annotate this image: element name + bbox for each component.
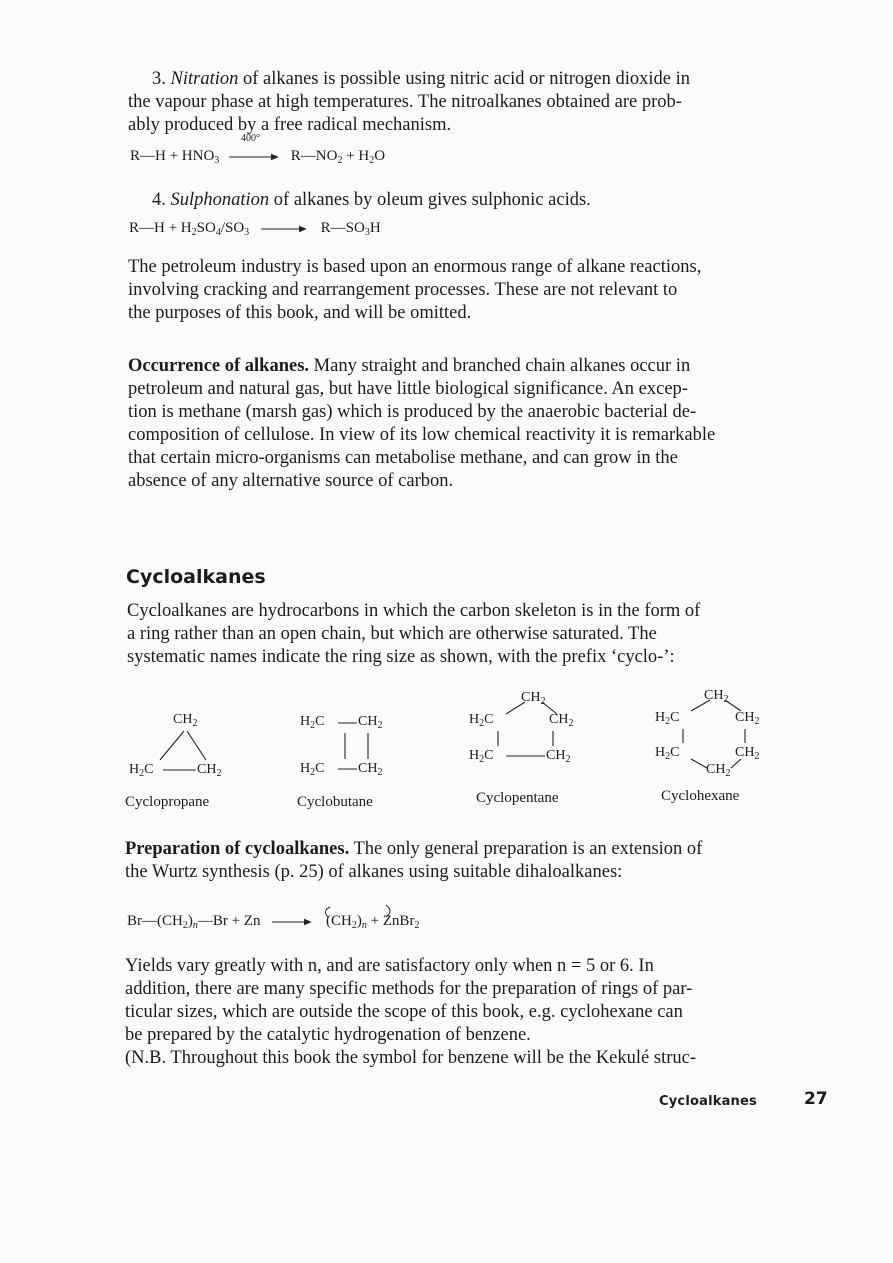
cyclopentane-ch2-bl: $H_2C$ (469, 748, 494, 765)
cyclobutane-ch2-tl: $H_2C$ (300, 714, 325, 731)
cyclohexane-ch2-br: $CH_2$ (735, 745, 760, 762)
cyclic-product: $(CH_2)_n$ (326, 913, 367, 930)
arrow-right-icon (272, 917, 314, 927)
cyclobutane-ch2-bl: $H_2C$ (300, 761, 325, 778)
nitration-line3: ably produced by a free radical mechanism. (128, 115, 452, 135)
cyclopropane-ch2-right: $CH_2$ (197, 762, 222, 779)
preparation-paragraph: Preparation of cycloalkanes. The only general preparation is an extension of the Wurtz synthesis (p. 25) of alkanes using suitable dihaloalkanes: (125, 839, 703, 882)
cycloalkanes-intro: Cycloalkanes are hydrocarbons in which the carbon skeleton is in the form of a ring rather than an open chain, but which are otherwise saturated. The systematic names indicate the ring size as shown, with the prefix ‘cyclo-’: (127, 601, 701, 667)
page-number: 27 (804, 1089, 828, 1109)
item-number: 4. (152, 190, 166, 210)
cyclopentane-ch2-br: $CH_2$ (546, 748, 571, 765)
arrow-condition: 400° (241, 133, 261, 144)
petroleum-paragraph: The petroleum industry is based upon an enormous range of alkane reactions, involving cracking and rearrangement processes. These are not relevant to the purposes of this book, and will be omitted. (128, 257, 702, 323)
item-number: 3. (152, 69, 166, 89)
cyclohexane-ch2-tr: $CH_2$ (735, 710, 760, 727)
preparation-title: Preparation of cycloalkanes. (125, 839, 350, 859)
cyclopentane-ch2-tl: $H_2C$ (469, 712, 494, 729)
cyclohexane-ch2-top: $CH_2$ (704, 688, 729, 705)
nitration-line2: the vapour phase at high temperatures. The nitroalkanes obtained are prob- (128, 92, 682, 112)
cyclopropane-ch2-top: $CH_2$ (173, 712, 198, 729)
cyclohexane-ch2-tl: $H_2C$ (655, 710, 680, 727)
cyclohexane-ch2-bottom: $CH_2$ (706, 762, 731, 779)
nitration-line1: of alkanes is possible using nitric acid or nitrogen dioxide in (242, 69, 690, 89)
cyclopentane-label: Cyclopentane (476, 790, 559, 806)
wurtz-equation: $Br—(CH_2)_n—Br + Zn$ $(CH_2)_n$ + ZnBr$_2$ (127, 913, 419, 930)
sulphonation-line1: of alkanes by oleum gives sulphonic acids. (273, 190, 591, 210)
cyclohexane-ch2-bl: $H_2C$ (655, 745, 680, 762)
cyclopentane-ch2-top: $CH_2$ (521, 690, 546, 707)
cyclohexane-label: Cyclohexane (661, 788, 740, 804)
running-footer-title: Cycloalkanes (659, 1094, 757, 1109)
nitration-equation: R—H + $HNO_3$ 400° $R—NO_2 + H_2O$ (130, 133, 386, 166)
section-heading: Cycloalkanes (126, 566, 266, 588)
sulphonation-equation: R—H + $H_2SO_4/SO_3$ $R—SO_3H$ (129, 220, 381, 238)
cyclobutane-ch2-br: $CH_2$ (358, 761, 383, 778)
occurrence-title: Occurrence of alkanes. (128, 356, 310, 376)
cyclopropane-label: Cyclopropane (125, 794, 210, 810)
nitration-term: Nitration (170, 69, 239, 89)
cyclobutane-ch2-tr: $CH_2$ (358, 714, 383, 731)
cyclopropane-ch2-left: $H_2C$ (129, 762, 154, 779)
cyclopentane-ch2-tr: $CH_2$ (549, 712, 574, 729)
sulphonation-term: Sulphonation (170, 190, 270, 210)
occurrence-paragraph: Occurrence of alkanes. Many straight and branched chain alkanes occur in petroleum and natural gas, but have little biological significance. An excep- tion is methane (marsh gas) which is produced by the anaerobic bacterial de- composition of cellulose. In view of its low chemical reactivity it is remarkable that certain micro-organisms can metabolise methane, and can grow in the absence of any alternative source of carbon. (128, 356, 716, 491)
ring-closure-icon (320, 901, 410, 931)
cyclobutane-label: Cyclobutane (297, 794, 373, 810)
yields-paragraph: Yields vary greatly with n, and are satisfactory only when n = 5 or 6. In addition, there are many specific methods for the preparation of rings of par- ticular sizes, which are outside the scope of this book, e.g. cyclohexane can be prepared by the catalytic hydrogenation of benzene. (N.B. Throughout this book the symbol for benzene will be the Kekulé struc- (125, 956, 696, 1068)
